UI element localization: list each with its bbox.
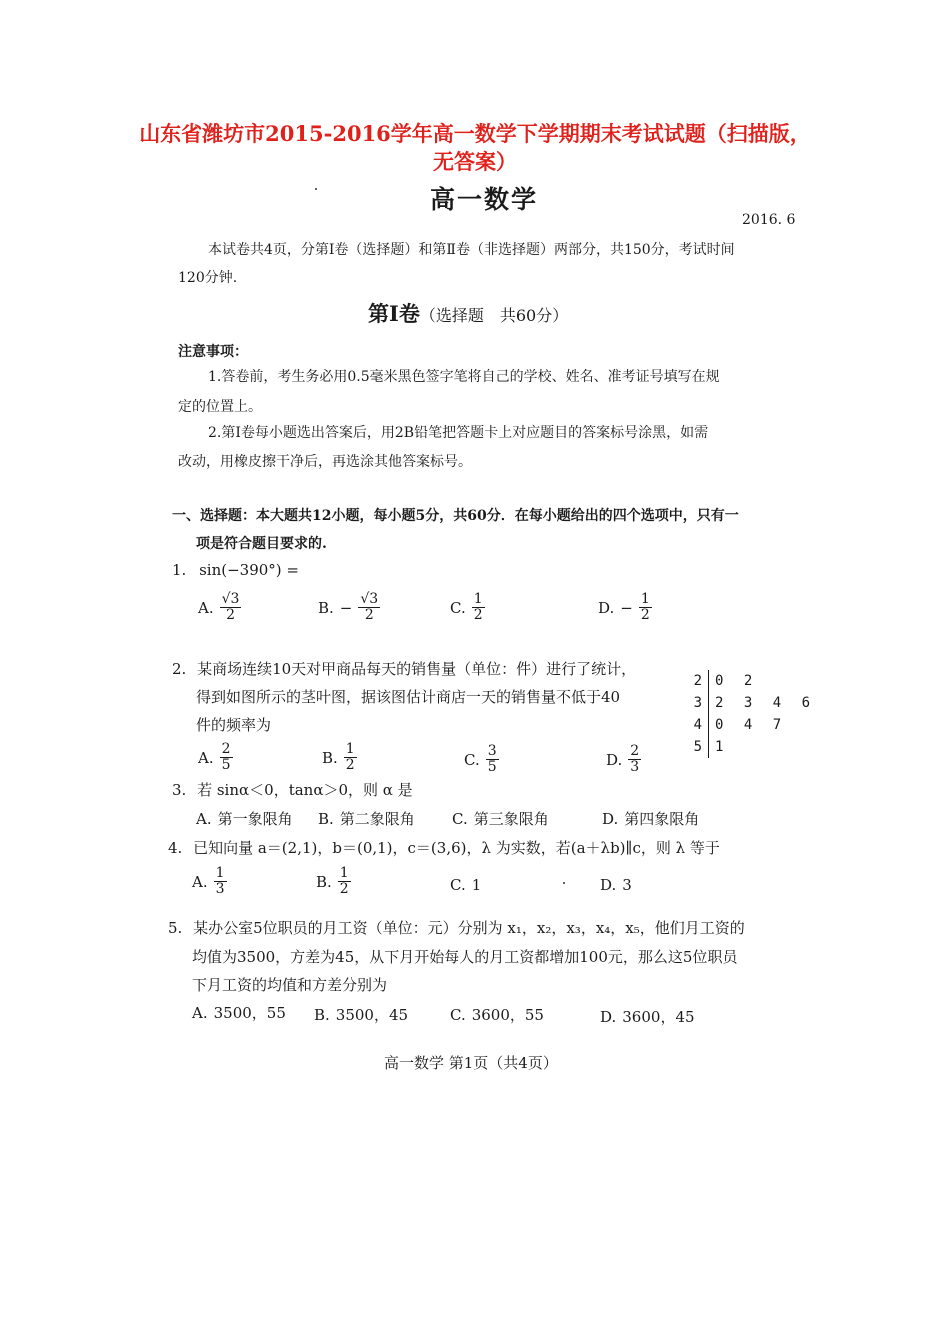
question-5-line2: 均值为3500，方差为45，从下月开始每人的月工资都增加100元，那么这5位职员 <box>192 948 738 966</box>
q1-option-b <box>318 592 380 623</box>
option-fraction: $\frac{√3}{2}$ <box>221 591 240 623</box>
q5-option-a: A. 3500，55 <box>192 1003 286 1022</box>
intro-line2: 120分钟. <box>178 270 238 286</box>
notes-heading: 注意事项： <box>178 344 248 360</box>
q2-option-d <box>606 744 641 775</box>
q2-option-a <box>198 742 233 773</box>
option-sign: − <box>620 598 633 617</box>
document-title-line1: 山东省潍坊市2015-2016学年高一数学下学期期末考试试题（扫描版， <box>139 121 811 146</box>
option-fraction: $\frac{1}{3}$ <box>215 865 225 897</box>
question-3 <box>172 779 413 800</box>
question-2-line3: 件的频率为 <box>196 716 272 734</box>
question-text: 某办公室5位职员的月工资（单位：元）分别为 x₁，x₂，x₃，x₄，x₅，他们月工资的 <box>193 919 745 937</box>
q5-option-b: B. 3500，45 <box>314 1005 409 1024</box>
q1-option-a <box>198 592 241 623</box>
page-footer: 高一数学 第1页（共4页） <box>384 1054 558 1072</box>
part1-heading-line2: 项是符合题目要求的. <box>196 536 327 552</box>
q4-option-d: D. 3 <box>600 876 632 894</box>
option-label: A. <box>198 598 214 617</box>
option-fraction: $\frac{1}{2}$ <box>640 591 650 623</box>
option-sign: − <box>339 598 353 617</box>
q3-option-d: D. 第四象限角 <box>602 809 700 828</box>
stem-and-leaf-plot <box>688 670 816 758</box>
option-label: D. <box>606 750 623 769</box>
q3-option-b: B. 第二象限角 <box>318 809 415 828</box>
document-title-line2: 无答案） <box>433 149 517 174</box>
notes-item2-line1: 2.第Ⅰ卷每小题选出答案后，用2B铅笔把答题卡上对应题目的答案标号涂黑，如需 <box>208 425 709 441</box>
notes-item1-line2: 定的位置上。 <box>178 399 262 415</box>
option-label: B. <box>316 872 332 891</box>
q3-option-a: A. 第一象限角 <box>196 809 293 828</box>
question-text: 若 sinα＜0，tanα＞0，则 α 是 <box>197 781 413 799</box>
section-title <box>368 298 568 328</box>
q2-option-c <box>464 744 499 775</box>
q4-option-b <box>316 866 351 897</box>
section-title-sub: （选择题 共60分） <box>419 306 569 325</box>
question-number: 4. <box>168 839 183 857</box>
question-number: 5. <box>168 919 183 937</box>
q4-option-c: C. 1 <box>450 876 482 894</box>
question-text: sin(−390°) = <box>199 561 299 579</box>
option-fraction: $\frac{2}{5}$ <box>221 741 231 773</box>
question-5-line1 <box>168 917 745 938</box>
option-label: A. <box>198 748 214 767</box>
option-fraction: $\frac{2}{3}$ <box>630 743 640 775</box>
option-label: D. <box>598 598 615 617</box>
question-1 <box>172 561 299 579</box>
stem-row: 2 0 2 <box>688 670 816 692</box>
q1-option-d <box>598 592 652 623</box>
option-fraction: $\frac{3}{5}$ <box>487 743 497 775</box>
option-label: B. <box>318 598 334 617</box>
q2-option-b <box>322 742 357 773</box>
section-title-main: 第Ⅰ卷 <box>368 301 420 326</box>
question-text: 某商场连续10天对甲商品每天的销售量（单位：件）进行了统计， <box>197 660 637 678</box>
q5-option-d: D. 3600，45 <box>600 1007 695 1026</box>
q5-option-c: C. 3600，55 <box>450 1005 544 1024</box>
option-fraction: $\frac{√3}{2}$ <box>360 591 379 623</box>
scan-speck <box>563 882 565 884</box>
stem-row: 4 0 4 7 <box>688 714 816 736</box>
question-number: 2. <box>172 660 187 678</box>
exam-date: 2016. 6 <box>742 212 796 228</box>
part1-heading-line1: 一、选择题：本大题共12小题，每小题5分，共60分．在每小题给出的四个选项中，只有一 <box>172 508 739 524</box>
option-fraction: $\frac{1}{2}$ <box>345 741 355 773</box>
subject-title: 高一数学 <box>430 185 539 214</box>
notes-item2-line2: 改动，用橡皮擦干净后，再选涂其他答案标号。 <box>178 454 472 470</box>
notes-item1-line1: 1.答卷前，考生务必用0.5毫米黑色签字笔将自己的学校、姓名、准考证号填写在规 <box>208 369 720 385</box>
option-label: B. <box>322 748 338 767</box>
stem-row: 3 2 3 4 6 <box>688 692 816 714</box>
intro-line1: 本试卷共4页，分第Ⅰ卷（选择题）和第Ⅱ卷（非选择题）两部分，共150分，考试时间 <box>208 242 735 258</box>
question-number: 3. <box>172 781 187 799</box>
q3-option-c: C. 第三象限角 <box>452 809 549 828</box>
scan-speck <box>315 188 317 190</box>
option-label: C. <box>464 750 480 769</box>
q1-option-c <box>450 592 485 623</box>
question-2-line2: 得到如图所示的茎叶图，据该图估计商店一天的销售量不低于40 <box>196 688 621 706</box>
option-label: C. <box>450 598 466 617</box>
option-label: A. <box>192 872 208 891</box>
question-2-line1 <box>172 658 636 679</box>
q4-option-a <box>192 866 227 897</box>
option-fraction: $\frac{1}{2}$ <box>339 865 349 897</box>
stem-row: 5 1 <box>688 736 816 758</box>
question-5-line3: 下月工资的均值和方差分别为 <box>192 976 388 994</box>
question-number: 1. <box>172 561 187 579</box>
question-text: 已知向量 a＝(2,1)，b＝(0,1)，c＝(3,6)，λ 为实数，若(a＋λb)∥c，则 λ 等于 <box>193 839 720 857</box>
option-fraction: $\frac{1}{2}$ <box>473 591 483 623</box>
question-4 <box>168 837 720 858</box>
